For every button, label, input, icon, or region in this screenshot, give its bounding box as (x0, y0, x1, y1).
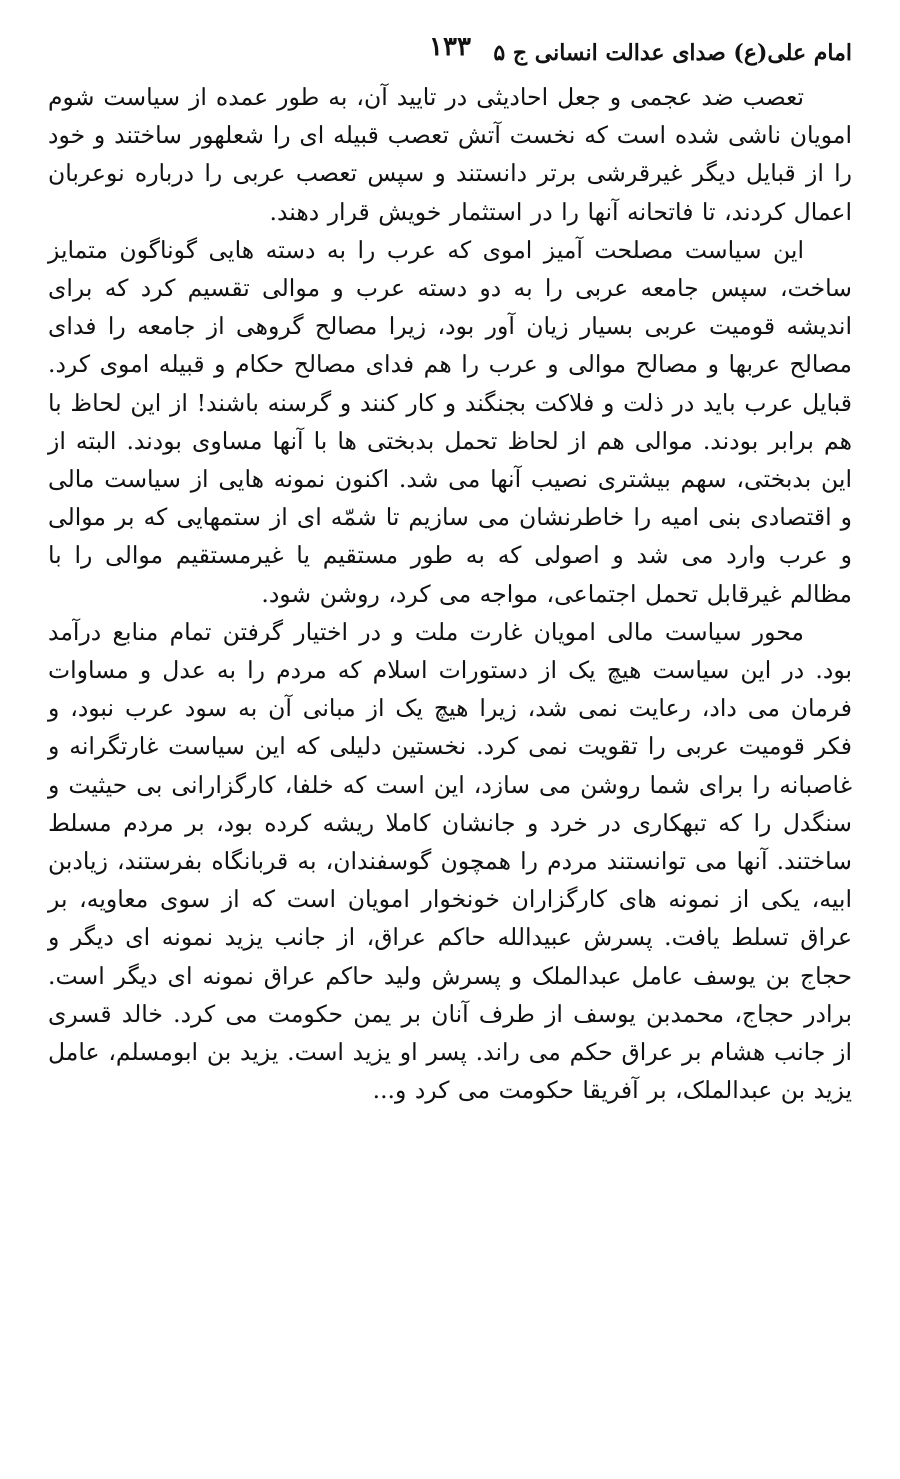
paragraph-3: محور سیاست مالی امویان غارت ملت و در اختیار گرفتن تمام منابع درآمد بود. در این سیاست هیچ یک از دستورات اسلام که مردم را به عدل و مساوات فرمان می داد، رعایت نمی شد، زیرا هیچ یک از مبانی آن به سود عرب نبود، و فکر قومیت عربی را تقویت نمی کرد. نخستین دلیلی که این سیاست غارتگرانه و غاصبانه را برای شما روشن می سازد، این است که خلفا، کارگزارانی بی حیثیت و سنگدل را که تبهکاری در خرد و جانشان کاملا ریشه کرده بود، بر مردم مسلط ساختند. آنها می توانستند مردم را همچون گوسفندان، به قربانگاه بفرستند، زیادبن ابیه، یکی از نمونه های کارگزاران خونخوار امویان است که از سوی معاویه، بر عراق تسلط یافت. پسرش عبیدالله حاکم عراق، از جانب یزید نمونه ای دیگر و حجاج بن یوسف عامل عبدالملک و پسرش ولید حاکم عراق نمونه ای دیگر است. برادر حجاج، محمدبن یوسف از طرف آنان بر یمن حکومت می کرد. خالد قسری از جانب هشام بر عراق حکم می راند. پسر او یزید است. یزید بن ابومسلم، عامل یزید بن عبدالملک، بر آفریقا حکومت می کرد و... (48, 617, 852, 1105)
running-title: امام علی(ع) صدای عدالت انسانی ج ۵ (493, 40, 852, 66)
page-number: ۱۳۳ (429, 32, 471, 62)
page-header (48, 32, 852, 72)
paragraph-1: تعصب ضد عجمی و جعل احادیثی در تایید آن، به طور عمده از سیاست شوم امویان ناشی شده است که نخست آتش تعصب قبیله ای را شعلهور ساختند و خود را از قبایل دیگر غیرقرشی برتر دانستند و سپس تعصب عربی را درباره نوعربان اعمال کردند، تا فاتحانه آنها را در استثمار خویش قرار دهند. (48, 83, 852, 226)
paragraph-2: این سیاست مصلحت آمیز اموی که عرب را به دسته هایی گوناگون متمایز ساخت، سپس جامعه عربی را به دو دسته عرب و موالی تقسیم کرد که برای اندیشه قومیت عربی بسیار زیان آور بود، زیرا مصالح گروهی از جامعه را فدای مصالح عربها و مصالح موالی و عرب را هم فدای مصالح حکام و قبیله اموی کرد. قبایل عرب باید در ذلت و فلاکت بجنگند و کار کنند و گرسنه باشند! از این لحاظ با هم برابر بودند. موالی هم از لحاظ تحمل بدبختی ها با آنها مساوی بودند. البته از این بدبختی، سهم بیشتری نصیب آنها می شد. اکنون نمونه هایی از سیاست مالی و اقتصادی بنی امیه را خاطرنشان می سازیم تا شمّه ای از ستمهایی که بر موالی و عرب وارد می شد و اصولی که به طور مستقیم یا غیرمستقیم موالی را با مظالم غیرقابل تحمل اجتماعی، مواجه می کرد، روشن شود. (48, 235, 852, 608)
body-text (48, 78, 852, 1109)
